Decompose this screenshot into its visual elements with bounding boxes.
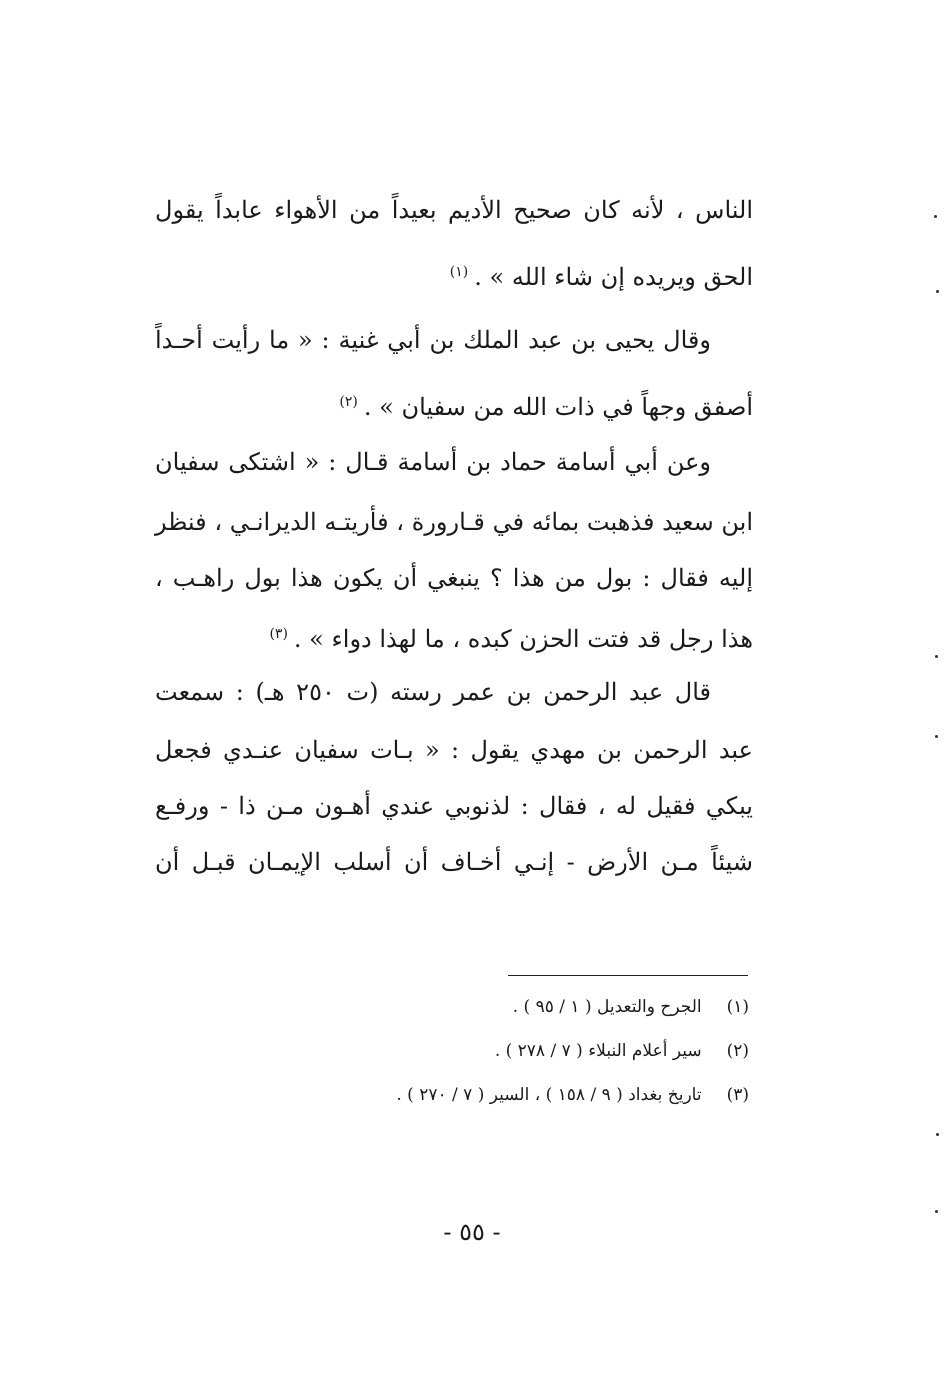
footnote-text: الجرح والتعديل ( ١ / ٩٥ ) . [512, 997, 702, 1017]
footnote-3 [396, 1073, 749, 1117]
text-line-3: وقال يحيى بن عبد الملك بن أبي غنية : « ما رأيت أحـداً [155, 326, 711, 354]
text-line-12: شيئاً مـن الأرض - إنـي أخـاف أن أسلب الإيمـان قبـل أن [155, 848, 753, 876]
footnote-number: (٣) [726, 1085, 749, 1105]
scan-speck [935, 655, 938, 658]
text-line-4: أصفق وجهاً في ذات الله من سفيان » .$^{(٢)}$ [339, 393, 753, 421]
text-line-6: ابن سعيد فذهبت بمائه في قـارورة ، فأريتـه الديرانـي ، فنظر [155, 508, 753, 536]
scan-speck [936, 290, 939, 293]
footnote-text: تاريخ بغداد ( ٩ / ١٥٨ ) ، السير ( ٧ / ٢٧٠ ) . [396, 1085, 702, 1105]
footnote-separator [508, 975, 748, 976]
text-line-11: يبكي فقيل له ، فقال : لذنوبي عندي أهـون مـن ذا - ورفـع [155, 792, 753, 820]
text-line-2: الحق ويريده إن شاء الله » .$^{(١)}$ [449, 263, 753, 291]
footnote-1 [396, 985, 749, 1029]
text-line-8: هذا رجل قد فتت الحزن كبده ، ما لهذا دواء » .$^{(٣)}$ [269, 625, 753, 653]
page-number: - ٥٥ - [443, 1218, 501, 1246]
text-line-10: عبد الرحمن بن مهدي يقول : « بـات سفيان عنـدي فجعل [155, 736, 753, 764]
scan-speck [934, 215, 937, 218]
footnotes-block [396, 985, 749, 1117]
text-line-9: قال عبد الرحمن بن عمر رسته (ت ٢٥٠ هـ) : سمعت [155, 678, 712, 706]
text-line-7: إليه فقال : بول من هذا ؟ ينبغي أن يكون هذا بول راهـب ، [155, 564, 753, 592]
footnote-ref-1: (١) [449, 264, 469, 280]
footnote-ref-2: (٢) [339, 394, 358, 410]
footnote-number: (٢) [726, 1041, 749, 1061]
text-line-5: وعن أبي أسامة حماد بن أسامة قـال : « اشتكى سفيان [155, 448, 711, 476]
footnote-text: سير أعلام النبلاء ( ٧ / ٢٧٨ ) . [494, 1041, 702, 1061]
text-line-1: الناس ، لأنه كان صحيح الأديم بعيداً من الأهواء عابداً يقول [155, 196, 753, 224]
footnote-2 [396, 1029, 749, 1073]
scan-speck [935, 735, 938, 738]
scan-speck [935, 1210, 938, 1213]
footnote-ref-3: (٣) [269, 626, 288, 642]
scan-speck [936, 1133, 939, 1136]
footnote-number: (١) [726, 997, 749, 1017]
